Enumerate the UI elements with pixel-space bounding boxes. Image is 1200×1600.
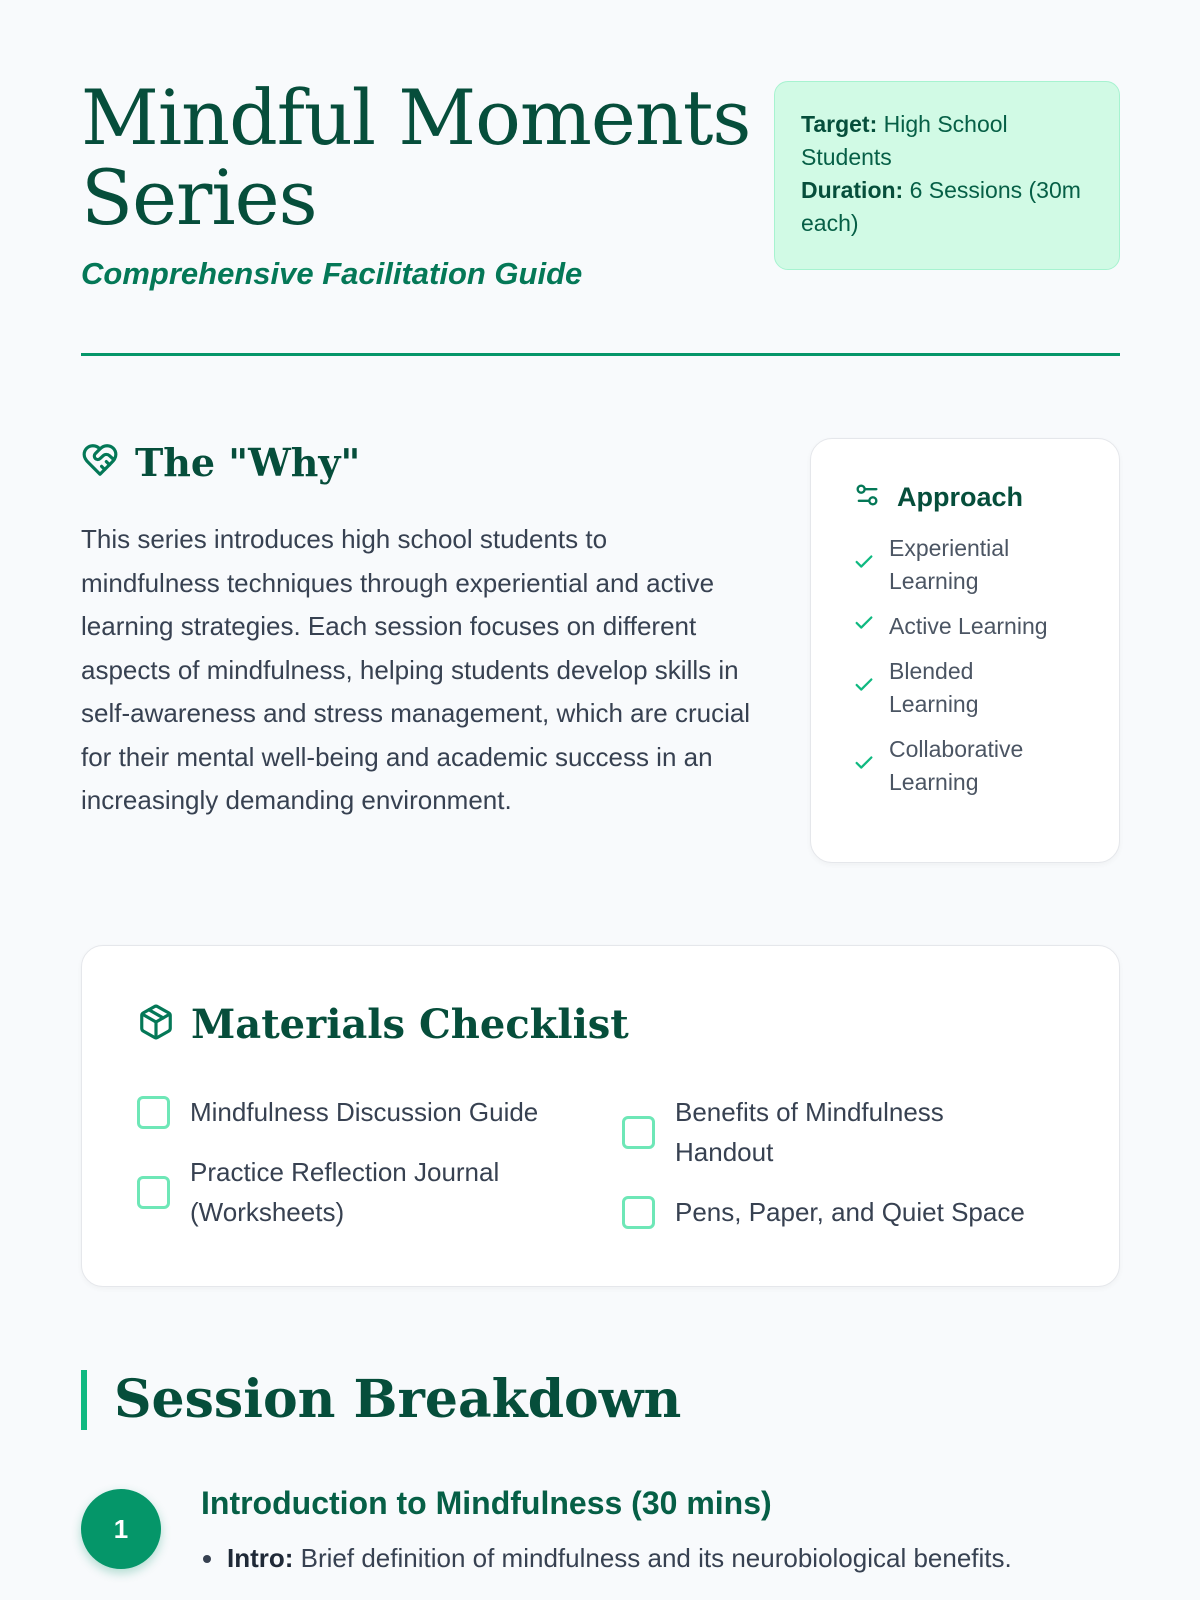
- materials-heading: [137, 1001, 629, 1048]
- material-item[interactable]: [137, 1092, 577, 1132]
- duration-label: Duration:: [801, 177, 904, 203]
- check-icon: [853, 750, 875, 783]
- info-box: [774, 81, 1120, 270]
- approach-item-label: Experiential Learning: [889, 535, 1010, 594]
- bullet: [203, 1555, 211, 1563]
- material-label: Pens, Paper, and Quiet Space: [675, 1197, 1025, 1227]
- material-checkbox[interactable]: [622, 1116, 655, 1149]
- sliders-icon: [853, 481, 881, 514]
- materials-card: [81, 945, 1120, 1287]
- session-item-text: Brief definition of mindfulness and its neurobiological benefits.: [300, 1543, 1012, 1573]
- material-item[interactable]: [622, 1092, 1022, 1172]
- why-title: The "Why": [135, 440, 361, 485]
- target-label: Target:: [801, 111, 878, 137]
- material-checkbox[interactable]: [622, 1196, 655, 1229]
- why-heading: [81, 440, 360, 485]
- approach-list: [853, 532, 1089, 799]
- session-breakdown-title: Session Breakdown: [114, 1369, 682, 1430]
- materials-title: Materials Checklist: [191, 1001, 629, 1048]
- material-item[interactable]: [622, 1192, 1072, 1232]
- duration-value: 6 Sessions (30m each): [801, 177, 1081, 236]
- why-paragraph: This series introduces high school students to mindfulness techniques through experiential and active learning strategies. Each session focuses on different aspects of mindfulness, helping students develop skills in self-awareness and stress management, which are crucial for their mental well-being and academic success in an increasingly demanding environment.: [81, 524, 751, 815]
- page-title: Mindful Moments Series: [81, 73, 751, 242]
- material-label: Benefits of Mindfulness Handout: [675, 1097, 944, 1167]
- heart-handshake-icon: [81, 441, 119, 484]
- session-title: Introduction to Mindfulness (30 mins): [201, 1485, 772, 1521]
- approach-item-label: Collaborative Learning: [889, 736, 1024, 795]
- session-number-badge: 1: [81, 1489, 161, 1569]
- material-label: Mindfulness Discussion Guide: [190, 1097, 539, 1127]
- approach-item: [853, 610, 1089, 643]
- header-divider: [81, 353, 1120, 356]
- approach-title: Approach: [897, 482, 1024, 512]
- material-checkbox[interactable]: [137, 1176, 170, 1209]
- check-icon: [853, 610, 875, 643]
- material-item[interactable]: [137, 1152, 577, 1232]
- approach-item: [853, 733, 1089, 799]
- approach-item: [853, 532, 1089, 598]
- approach-card: [810, 438, 1120, 863]
- approach-item-label: Active Learning: [889, 613, 1048, 639]
- box-icon: [137, 1003, 175, 1046]
- approach-item-label: Blended Learning: [889, 658, 979, 717]
- approach-heading: [853, 481, 1089, 514]
- session-item-label: Intro:: [227, 1543, 294, 1573]
- material-label: Practice Reflection Journal (Worksheets): [190, 1157, 500, 1227]
- section-accent-bar: [81, 1370, 87, 1430]
- material-checkbox[interactable]: [137, 1096, 170, 1129]
- check-icon: [853, 672, 875, 705]
- approach-item: [853, 655, 1089, 721]
- document-page: [81, 0, 1120, 1600]
- check-icon: [853, 549, 875, 582]
- page-subtitle: Comprehensive Facilitation Guide: [81, 256, 583, 291]
- target-value: High School Students: [801, 111, 1008, 170]
- session-list-item: [203, 1543, 1012, 1574]
